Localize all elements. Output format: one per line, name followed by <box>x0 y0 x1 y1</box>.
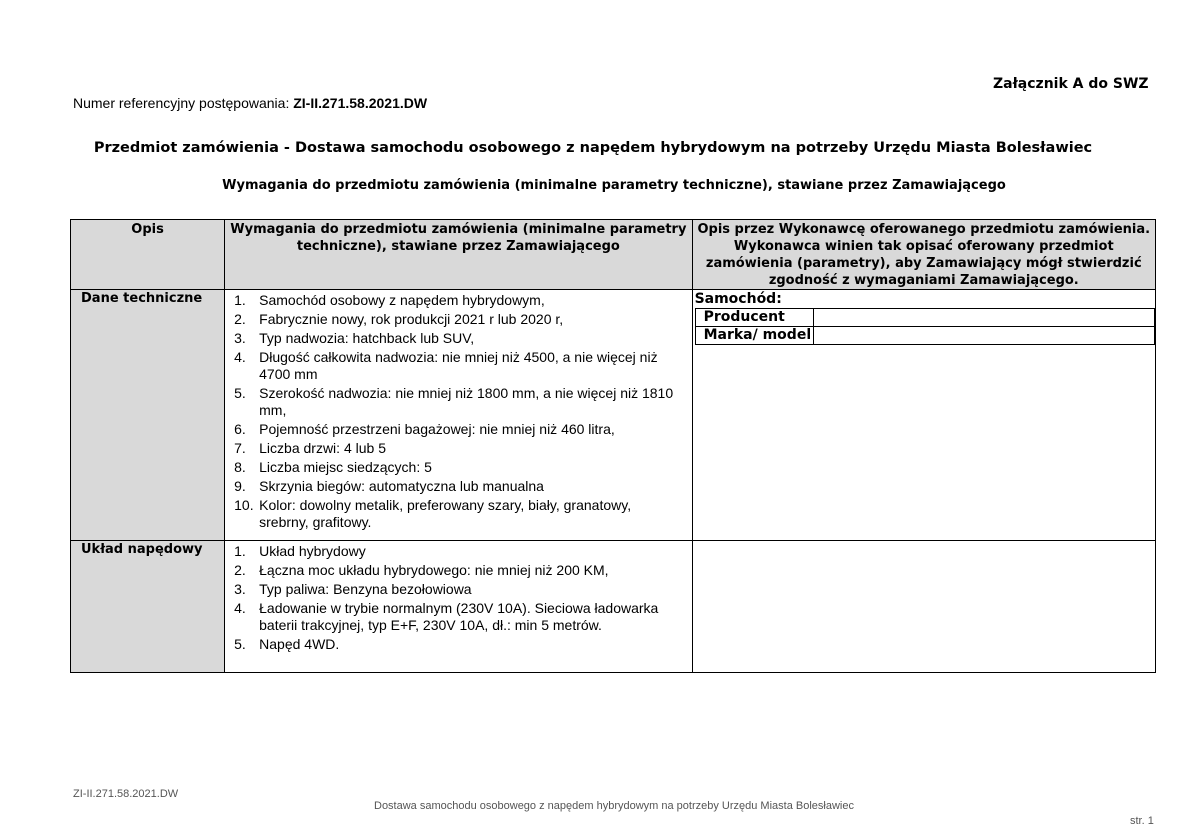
reference-number-line <box>73 95 427 111</box>
footer-reference: ZI-II.271.58.2021.DW <box>73 788 179 800</box>
brand-model-label: Marka/ model <box>695 327 813 345</box>
car-heading: Samochód: <box>694 291 782 307</box>
requirements-table <box>70 219 1156 673</box>
drive-requirements-list <box>225 543 691 653</box>
document-subtitle: Wymagania do przedmiotu zamówienia (minimalne parametry techniczne), stawiane przez Zamawiającego <box>222 178 1006 193</box>
header-requirements: Wymagania do przedmiotu zamówienia (minimalne parametry techniczne), stawiane przez Zamawiającego <box>225 220 692 290</box>
list-item: 5. Napęd 4WD. <box>234 636 340 652</box>
list-item: 3. Typ paliwa: Benzyna bezołowiowa <box>234 581 472 597</box>
table-row <box>695 309 1154 327</box>
list-item: 3. Typ nadwozia: hatchback lub SUV, <box>234 330 475 346</box>
list-item: 2. Łączna moc układu hybrydowego: nie mniej niż 200 KM, <box>234 562 609 578</box>
list-item: 8. Liczba miejsc siedzących: 5 <box>234 459 432 475</box>
technical-requirements-cell <box>225 290 692 541</box>
header-opis: Opis <box>71 220 225 290</box>
producer-field[interactable] <box>813 309 1154 327</box>
table-row-drive-system <box>71 541 1156 673</box>
header-contractor-description: Opis przez Wykonawcę oferowanego przedmiotu zamówienia. Wykonawca winien tak opisać oferowany przedmiot zamówienia (parametry), aby Zamawiający mógł stwierdzić zgodność z wymaganiami Zamawiającego. <box>692 220 1155 290</box>
drive-requirements-cell <box>225 541 692 673</box>
table-row <box>695 327 1154 345</box>
table-header-row <box>71 220 1156 290</box>
reference-value: ZI-II.271.58.2021.DW <box>293 95 428 111</box>
footer-title: Dostawa samochodu osobowego z napędem hybrydowym na potrzeby Urzędu Miasta Bolesławiec <box>374 800 854 812</box>
technical-requirements-list <box>225 292 691 531</box>
list-item: 10. Kolor: dowolny metalik, preferowany szary, biały, granatowy, srebrny, grafitowy. <box>234 497 632 530</box>
list-item: 9. Skrzynia biegów: automatyczna lub manualna <box>234 478 544 494</box>
offer-cell-drive-system[interactable] <box>692 541 1155 673</box>
offer-cell-technical-data <box>692 290 1155 541</box>
list-item: 4. Ładowanie w trybie normalnym (230V 10A). Sieciowa ładowarka baterii trakcyjnej, typ E+F, 230V 10A, dł.: min 5 metrów. <box>234 600 659 633</box>
document-title: Przedmiot zamówienia - Dostawa samochodu osobowego z napędem hybrydowym na potrzeby Urzędu Miasta Bolesławiec <box>93 140 1093 156</box>
list-item: 1. Samochód osobowy z napędem hybrydowym, <box>234 292 545 308</box>
row-label-drive-system: Układ napędowy <box>71 541 225 673</box>
list-item: 4. Długość całkowita nadwozia: nie mniej niż 4500, a nie więcej niż 4700 mm <box>234 349 658 382</box>
producer-label: Producent <box>695 309 813 327</box>
row-label-technical-data: Dane techniczne <box>71 290 225 541</box>
car-details-table <box>695 308 1155 345</box>
page-number: str. 1 <box>1130 815 1154 827</box>
table-row-technical-data <box>71 290 1156 541</box>
list-item: 5. Szerokość nadwozia: nie mniej niż 1800 mm, a nie więcej niż 1810 mm, <box>234 385 674 418</box>
brand-model-field[interactable] <box>813 327 1154 345</box>
list-item: 6. Pojemność przestrzeni bagażowej: nie mniej niż 460 litra, <box>234 421 615 437</box>
list-item: 1. Układ hybrydowy <box>234 543 366 559</box>
annex-label: Załącznik A do SWZ <box>993 76 1149 92</box>
list-item: 2. Fabrycznie nowy, rok produkcji 2021 r lub 2020 r, <box>234 311 564 327</box>
list-item: 7. Liczba drzwi: 4 lub 5 <box>234 440 386 456</box>
reference-label: Numer referencyjny postępowania: <box>73 95 290 111</box>
